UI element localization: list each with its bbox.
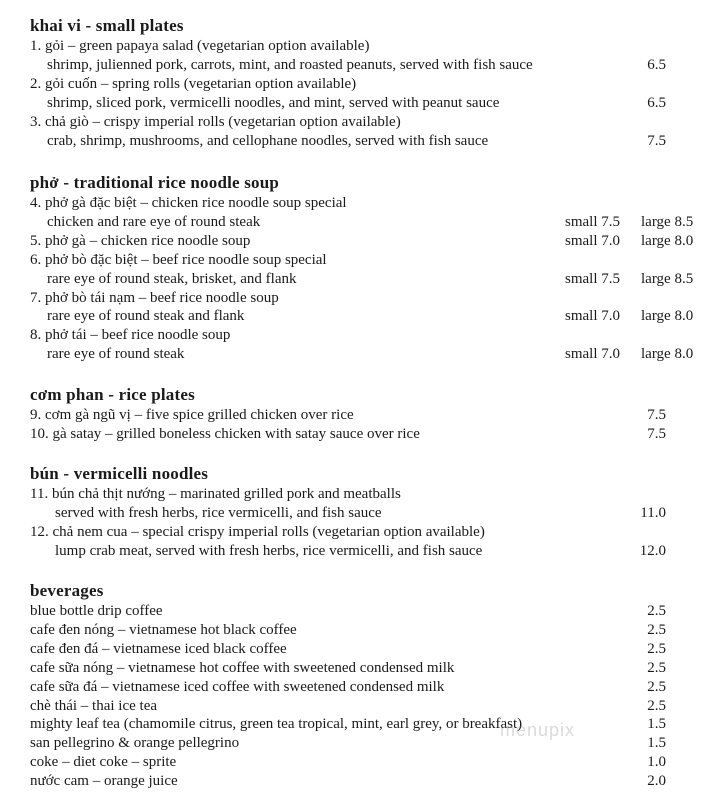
item-price: 6.5 — [647, 94, 666, 111]
item-name: 7. phở bò tái nạm – beef rice noodle soup — [30, 289, 279, 306]
item-price: 1.5 — [647, 716, 666, 733]
beverage-item — [30, 621, 666, 640]
item-price: 12.0 — [639, 542, 666, 559]
menu-item-name — [30, 326, 666, 345]
section-title: bún - vermicelli noodles — [30, 464, 209, 483]
menu-item-name — [30, 485, 666, 504]
menu-item-name — [30, 232, 694, 251]
item-description: served with fresh herbs, rice vermicelli, and fish sauce — [55, 504, 382, 521]
menu-item-name — [30, 113, 666, 132]
section-title: beverages — [30, 581, 104, 600]
item-name: 8. phở tái – beef rice noodle soup — [30, 327, 231, 344]
menu-item-description — [55, 504, 666, 523]
item-price: 1.5 — [647, 735, 666, 752]
item-price: 11.0 — [640, 504, 666, 521]
item-description: shrimp, julienned pork, carrots, mint, and roasted peanuts, served with fish sauce — [47, 56, 533, 73]
large-price: large 8.0 — [641, 308, 694, 325]
item-name: 3. chả giò – crispy imperial rolls (vegetarian option available) — [30, 113, 401, 130]
item-name: 10. gà satay – grilled boneless chicken with satay sauce over rice — [30, 425, 420, 442]
beverage-item — [30, 659, 666, 678]
item-description: rare eye of round steak and flank — [47, 308, 245, 325]
item-name: 5. phở gà – chicken rice noodle soup — [30, 232, 251, 249]
menu-item-description — [47, 132, 666, 151]
menu-item-description — [55, 542, 666, 561]
menu-item-description — [47, 307, 666, 326]
beverage-item — [30, 678, 666, 697]
item-description: crab, shrimp, mushrooms, and cellophane noodles, served with fish sauce — [47, 132, 489, 149]
item-name: blue bottle drip coffee — [30, 603, 163, 619]
menu-item-name — [30, 523, 666, 542]
item-description: rare eye of round steak, brisket, and flank — [47, 270, 297, 287]
item-name: san pellegrino & orange pellegrino — [30, 735, 240, 752]
section-title: cơm phan - rice plates — [30, 385, 195, 404]
beverage-item — [30, 640, 666, 659]
item-price: 2.5 — [647, 621, 666, 638]
item-name: 1. gỏi – green papaya salad (vegetarian option available) — [30, 38, 370, 54]
section-title: phở - traditional rice noodle soup — [30, 173, 280, 192]
menu-item-name — [30, 75, 666, 94]
menu-item-description — [47, 213, 666, 232]
item-description: shrimp, sliced pork, vermicelli noodles, and mint, served with peanut sauce — [47, 94, 500, 111]
large-price: large 8.5 — [641, 213, 694, 230]
beverage-item — [30, 772, 666, 791]
large-price: large 8.5 — [641, 270, 694, 287]
item-name: 6. phở bò đặc biệt – beef rice noodle soup special — [30, 251, 327, 268]
beverage-item — [30, 602, 666, 621]
item-description: lump crab meat, served with fresh herbs, rice vermicelli, and fish sauce — [55, 542, 483, 559]
menupix-watermark: menupix — [500, 720, 576, 740]
menu-item-name — [30, 251, 666, 270]
item-name: chè thái – thai ice tea — [30, 697, 158, 714]
menu-item-description — [47, 345, 666, 364]
small-price: small 7.5 — [565, 270, 620, 287]
item-price: 7.5 — [647, 132, 666, 149]
item-price: 1.0 — [647, 754, 666, 771]
item-price: 2.5 — [647, 640, 666, 657]
menu-item-description — [47, 56, 666, 75]
item-price: 2.5 — [647, 678, 666, 695]
large-price: large 8.0 — [641, 232, 694, 249]
beverage-item — [30, 697, 666, 716]
item-price: 2.5 — [647, 697, 666, 714]
item-name: nước cam – orange juice — [30, 773, 178, 790]
beverage-item — [30, 753, 666, 772]
section-title: khai vi - small plates — [30, 16, 184, 35]
item-name: 11. bún chả thịt nướng – marinated grilled pork and meatballs — [30, 486, 401, 502]
item-price: 2.5 — [647, 659, 666, 676]
menu-item-name — [30, 289, 666, 308]
menu-item-name — [30, 37, 666, 56]
item-price: 7.5 — [647, 407, 666, 423]
item-name: cafe sữa nóng – vietnamese hot coffee with sweetened condensed milk — [30, 659, 455, 676]
small-price: small 7.0 — [565, 346, 620, 363]
item-price: 2.0 — [647, 773, 666, 790]
small-price: small 7.0 — [565, 232, 620, 249]
menu-item-description — [47, 94, 666, 113]
item-name: 4. phở gà đặc biệt – chicken rice noodle soup special — [30, 195, 347, 211]
large-price: large 8.0 — [641, 346, 694, 363]
item-price: 7.5 — [647, 425, 666, 442]
item-price: 6.5 — [647, 56, 666, 73]
item-name: 2. gỏi cuốn – spring rolls (vegetarian option available) — [30, 75, 357, 92]
small-price: small 7.5 — [565, 213, 620, 230]
menu-item-name — [30, 194, 666, 213]
item-description: chicken and rare eye of round steak — [47, 213, 261, 230]
menu-item-description — [47, 270, 666, 289]
menu-item-name — [30, 406, 666, 425]
item-name: cafe đen nóng – vietnamese hot black coffee — [30, 621, 297, 638]
item-name: 12. chả nem cua – special crispy imperial rolls (vegetarian option available) — [30, 523, 485, 540]
item-name: mighty leaf tea (chamomile citrus, green tea tropical, mint, earl grey, or breakfast) — [30, 716, 523, 733]
item-name: cafe sữa đá – vietnamese iced coffee with sweetened condensed milk — [30, 678, 445, 695]
item-name: cafe đen đá – vietnamese iced black coffee — [30, 640, 287, 657]
item-description: rare eye of round steak — [47, 346, 185, 363]
item-name: coke – diet coke – sprite — [30, 754, 177, 771]
item-price: 2.5 — [647, 603, 666, 619]
small-price: small 7.0 — [565, 308, 620, 325]
item-name: 9. cơm gà ngũ vị – five spice grilled chicken over rice — [30, 407, 354, 423]
menu-item-name — [30, 425, 666, 444]
